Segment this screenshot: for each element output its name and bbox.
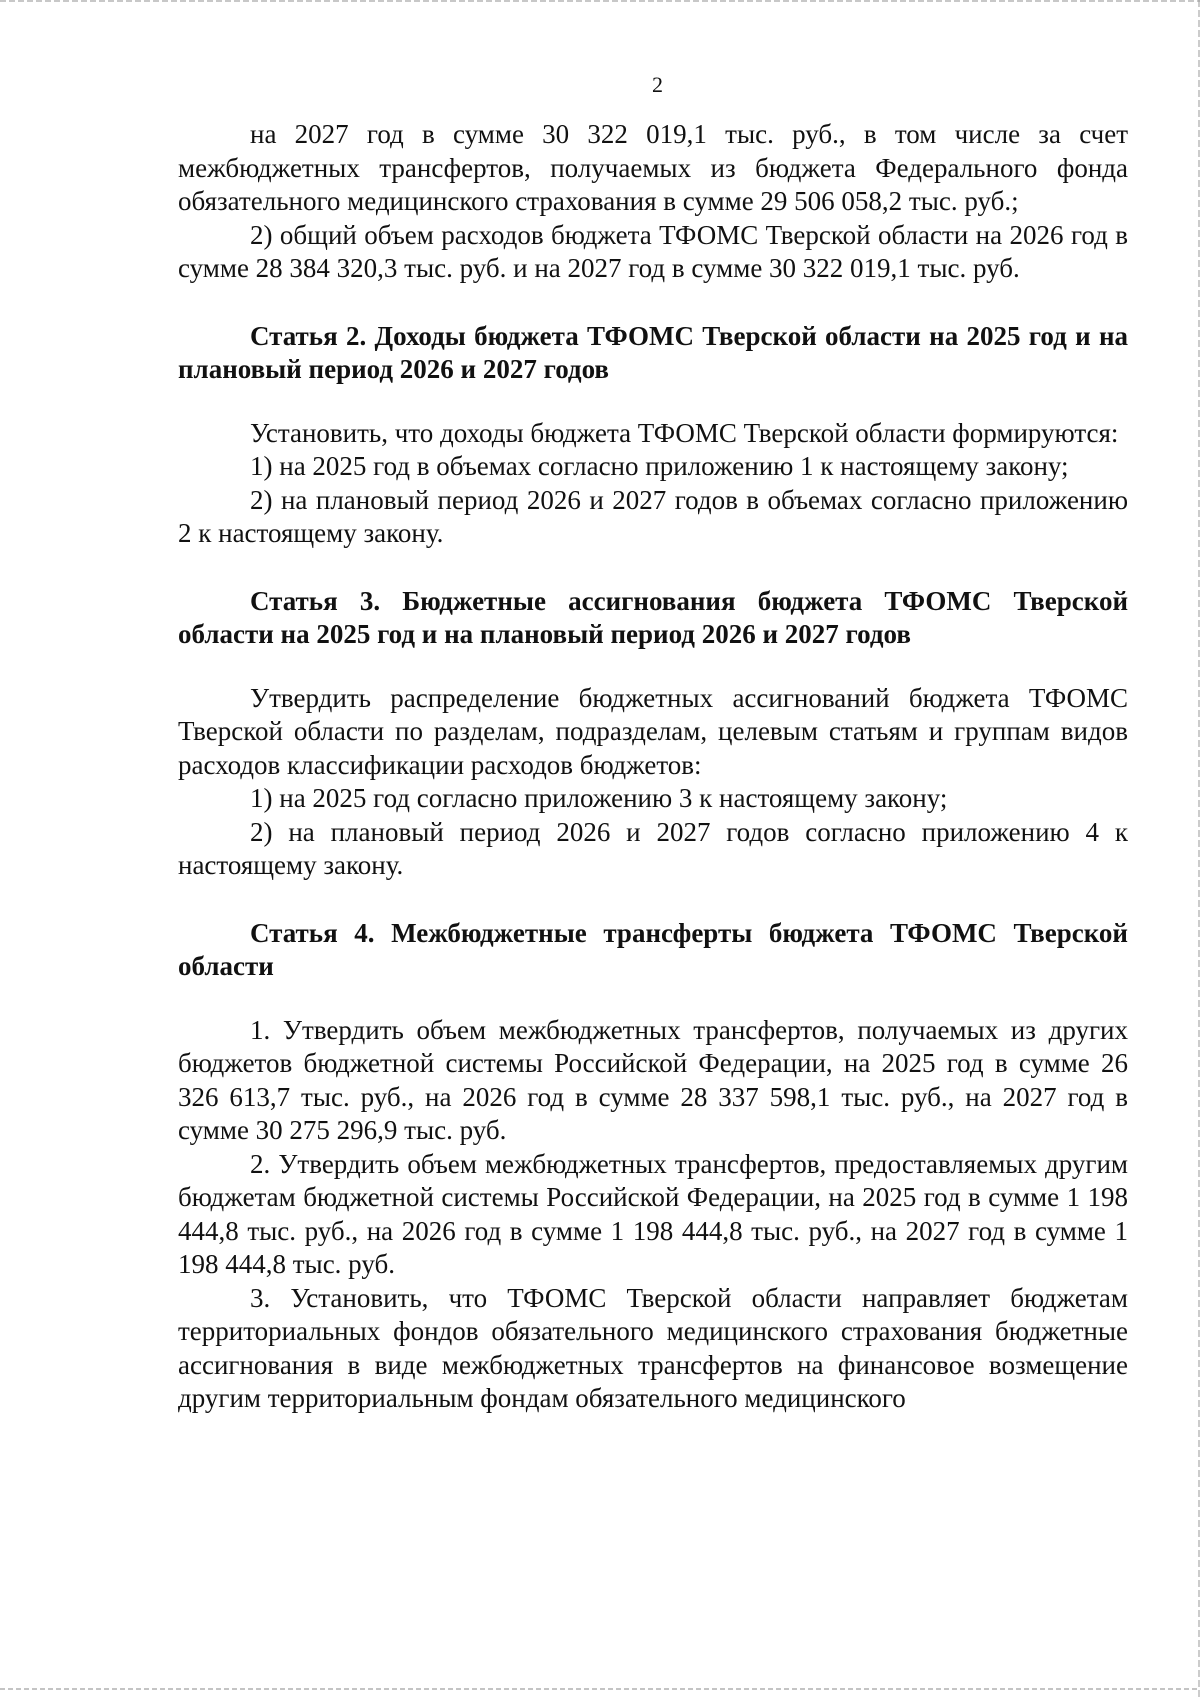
article-2-item-2: 2) на плановый период 2026 и 2027 годов в объемах согласно приложению 2 к настоящему закону. (178, 484, 1128, 548)
article-4-heading: Статья 4. Межбюджетные трансферты бюджета ТФОМС Тверской области (178, 917, 1128, 981)
article-4-item-2: 2. Утвердить объем межбюджетных трансфертов, предоставляемых другим бюджетам бюджетной системы Российской Федерации, на 2025 год в сумме 1 198 444,8 тыс. руб., на 2026 год в сумме 1 198 444,8 тыс. руб., на 2027 год в сумме 1 198 444,8 тыс. руб. (178, 1148, 1128, 1279)
scan-edge-bottom (0, 1688, 1200, 1690)
article-3-item-1: 1) на 2025 год согласно приложению 3 к настоящему закону; (250, 783, 948, 813)
scan-edge-top (0, 0, 1200, 2)
paragraph-expenses-total: 2) общий объем расходов бюджета ТФОМС Тверской области на 2026 год в сумме 28 384 320,3 тыс. руб. и на 2027 год в сумме 30 322 019,1 тыс. руб. (178, 219, 1128, 283)
article-2-item-1: 1) на 2025 год в объемах согласно приложению 1 к настоящему закону; (250, 451, 1069, 481)
page-number: 2 (652, 72, 663, 97)
article-3-intro: Утвердить распределение бюджетных ассигнований бюджета ТФОМС Тверской области по разделам, подразделам, целевым статьям и группам видов расходов классификации расходов бюджетов: (178, 682, 1128, 780)
article-2-intro: Установить, что доходы бюджета ТФОМС Тверской области формируются: (250, 417, 1119, 448)
article-4-item-1: 1. Утвердить объем межбюджетных трансфертов, получаемых из других бюджетов бюджетной системы Российской Федерации, на 2025 год в сумме 26 326 613,7 тыс. руб., на 2026 год в сумме 28 337 598,1 тыс. руб., на 2027 год в сумме 30 275 296,9 тыс. руб. (178, 1014, 1128, 1145)
article-3-item-2: 2) на плановый период 2026 и 2027 годов согласно приложению 4 к настоящему закону. (178, 816, 1128, 880)
paragraph-revenue-2027: на 2027 год в сумме 30 322 019,1 тыс. руб., в том числе за счет межбюджетных трансфертов, получаемых из бюджета Федерального фонда обязательного медицинского страхования в сумме 29 506 058,2 тыс. руб.; (178, 119, 1128, 216)
article-4-item-3: 3. Установить, что ТФОМС Тверской области направляет бюджетам территориальных фондов обязательного медицинского страхования бюджетные ассигнования в виде межбюджетных трансфертов на финансовое возмещение другим территориальным фондам обязательного медицинского (178, 1282, 1128, 1413)
article-2-heading: Статья 2. Доходы бюджета ТФОМС Тверской области на 2025 год и на плановый период 2026 и 2027 годов (178, 320, 1128, 384)
article-3-heading: Статья 3. Бюджетные ассигнования бюджета ТФОМС Тверской области на 2025 год и на плановый период 2026 и 2027 годов (178, 585, 1128, 649)
document-body (178, 118, 1128, 1416)
